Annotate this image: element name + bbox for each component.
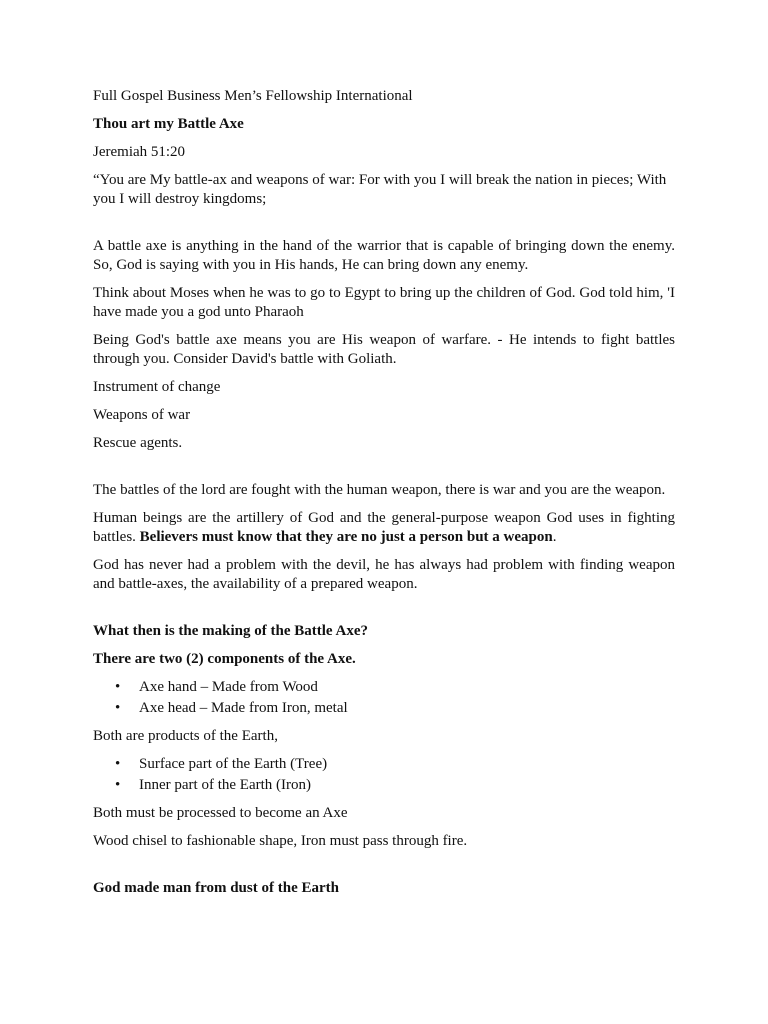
bullet-icon: • [115, 679, 121, 695]
heading-making [93, 622, 675, 641]
heading-components [93, 650, 675, 669]
list-item [93, 776, 675, 795]
components-list [93, 678, 675, 718]
paragraph-weapon-of-warfare: Being God's battle axe means you are His weapon of warfare. - He intends to fight battles through you. Consider David's battle with Goliath. [93, 332, 675, 367]
bullet-icon: • [115, 777, 121, 793]
heading-man [93, 879, 675, 898]
paragraph-battle-axe: A battle axe is anything in the hand of the warrior that is capable of bringing down the enemy. So, God is saying with you in His hands, He can bring down any enemy. [93, 238, 675, 273]
spacer [93, 218, 675, 237]
earth-parts-list [93, 755, 675, 795]
scripture-quote: “You are My battle-ax and weapons of war: For with you I will break the nation in pieces; With you I will destroy kingdoms; [93, 172, 667, 207]
list-item [93, 678, 675, 697]
sermon-title-text: Thou art my Battle Axe [93, 116, 244, 132]
line-rescue: Rescue agents. [93, 435, 183, 451]
heading-components-text: There are two (2) components of the Axe. [93, 651, 356, 667]
spacer [93, 603, 675, 622]
spacer [93, 462, 675, 481]
artillery-bold-text: Believers must know that they are no just a person but a weapon [139, 529, 553, 545]
heading-man-text: God made man from dust of the Earth [93, 880, 339, 896]
paragraph-human-weapon: The battles of the lord are fought with the human weapon, there is war and you are the weapon. [93, 482, 666, 498]
list-item-text: Axe head – Made from Iron, metal [139, 700, 348, 716]
sermon-title [93, 115, 675, 134]
org-name: Full Gospel Business Men’s Fellowship International [93, 88, 413, 104]
bullet-icon: • [115, 756, 121, 772]
paragraph-processed: Both must be processed to become an Axe [93, 805, 348, 821]
list-item [93, 699, 675, 718]
line-weapons: Weapons of war [93, 407, 191, 423]
paragraph-artillery [93, 509, 675, 547]
paragraph-products: Both are products of the Earth, [93, 728, 278, 744]
line-instrument: Instrument of change [93, 379, 221, 395]
list-item-text: Axe hand – Made from Wood [139, 679, 318, 695]
paragraph-moses: Think about Moses when he was to go to Egypt to bring up the children of God. God told him, 'I have made you a god unto Pharaoh [93, 285, 675, 320]
list-item-text: Surface part of the Earth (Tree) [139, 756, 328, 772]
list-item-text: Inner part of the Earth (Iron) [139, 777, 312, 793]
scripture-reference: Jeremiah 51:20 [93, 144, 186, 160]
artillery-text: Human beings are the artillery of God and the general-purpose weapon God uses in fighting battles. [93, 510, 675, 545]
paragraph-wood-iron: Wood chisel to fashionable shape, Iron must pass through fire. [93, 833, 468, 849]
spacer [93, 860, 675, 879]
paragraph-devil: God has never had a problem with the devil, he has always had problem with finding weapon and battle-axes, the availability of a prepared weapon. [93, 557, 675, 592]
heading-making-text: What then is the making of the Battle Axe? [93, 623, 368, 639]
list-item [93, 755, 675, 774]
artillery-end: . [552, 529, 557, 545]
bullet-icon: • [115, 700, 121, 716]
